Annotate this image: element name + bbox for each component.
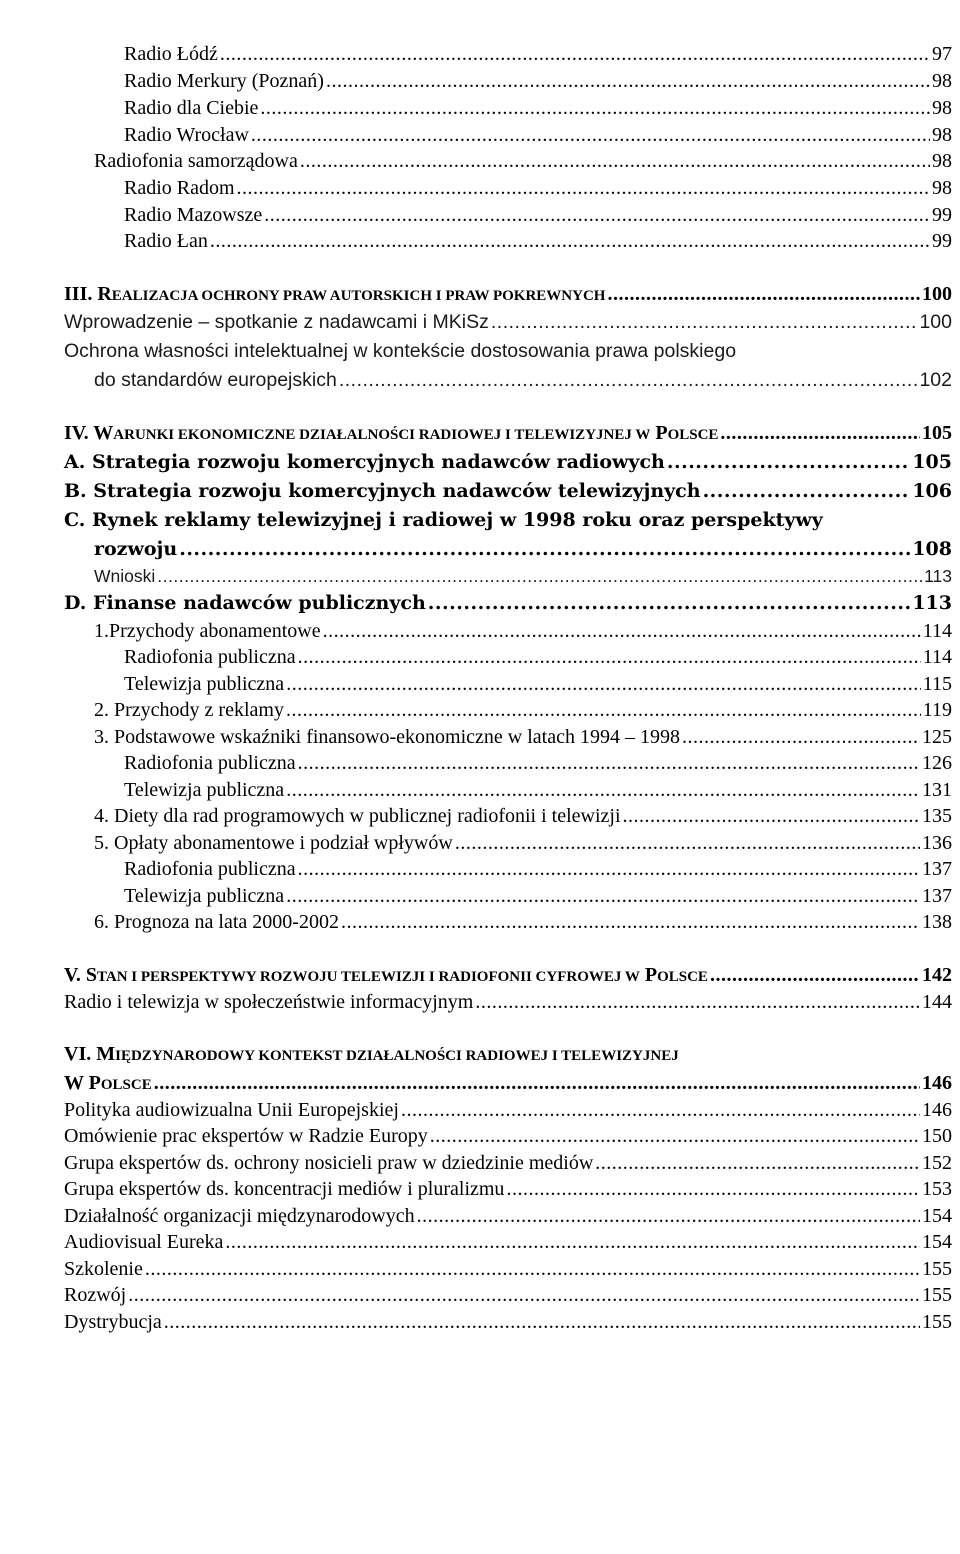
toc-entry-title: 6. Prognoza na lata 2000-2002 xyxy=(94,911,339,933)
toc-entry-title: Radiofonia samorządowa xyxy=(94,150,298,172)
toc-page-number: 144 xyxy=(922,991,952,1013)
toc-entry xyxy=(124,858,952,881)
toc-entry-title: Radiofonia publiczna xyxy=(124,858,296,880)
toc-entry xyxy=(64,1231,952,1254)
leader-dots xyxy=(145,1258,920,1281)
toc-chapter-heading xyxy=(64,1072,952,1095)
toc-entry-title: A. Strategia rozwoju komercyjnych nadawców radiowych xyxy=(64,451,665,473)
toc-page-number: 146 xyxy=(922,1072,952,1094)
toc-entry-title: Audiovisual Eureka xyxy=(64,1231,224,1253)
toc-page-number: 137 xyxy=(922,858,952,880)
leader-dots xyxy=(710,964,920,987)
leader-dots xyxy=(179,538,910,560)
toc-page-number: 113 xyxy=(912,592,952,614)
toc-entry-title: Radio Merkury (Poznań) xyxy=(124,70,324,92)
toc-page-number: 113 xyxy=(924,566,952,586)
toc-entry-title-line1: Ochrona własności intelektualnej w kontekście dostosowania prawa polskiego xyxy=(64,340,737,362)
toc-page-number: 155 xyxy=(922,1284,952,1306)
toc-entry-title: Rozwój xyxy=(64,1284,127,1306)
toc-entry xyxy=(64,592,952,614)
leader-dots xyxy=(455,832,920,855)
toc-entry-title: Omówienie prac ekspertów w Radzie Europy xyxy=(64,1125,428,1147)
toc-chapter-title-line1: VI. MIĘDZYNARODOWY KONTEKST DZIAŁALNOŚCI RADIOWEJ I TELEWIZYJNEJ xyxy=(64,1043,679,1065)
toc-page-number: 136 xyxy=(922,832,952,854)
toc-page-number: 98 xyxy=(932,150,952,172)
toc-entry-title: Radio Łan xyxy=(124,230,208,252)
toc-page-number: 138 xyxy=(922,911,952,933)
toc-chapter-heading xyxy=(64,964,952,987)
leader-dots xyxy=(339,369,918,392)
toc-entry-title: Grupa ekspertów ds. ochrony nosicieli praw w dziedzinie mediów xyxy=(64,1152,594,1174)
toc-entry-title: Działalność organizacji międzynarodowych xyxy=(64,1205,415,1227)
toc-entry-title: Telewizja publiczna xyxy=(124,779,285,801)
toc-page-number: 126 xyxy=(922,752,952,774)
toc-page-number: 119 xyxy=(922,699,952,721)
toc-page-number: 106 xyxy=(912,480,952,502)
toc-entry xyxy=(94,699,952,722)
toc-entry xyxy=(94,150,952,173)
toc-chapter-title: V. STAN I PERSPEKTYWY ROZWOJU TELEWIZJI I RADIOFONII CYFROWEJ W POLSCE xyxy=(64,964,708,986)
leader-dots xyxy=(128,1284,920,1307)
leader-dots xyxy=(164,1311,920,1334)
toc-page-number: 108 xyxy=(912,538,952,560)
toc-chapter-heading xyxy=(64,422,952,445)
toc-entry xyxy=(94,911,952,934)
toc-entry xyxy=(94,620,952,643)
leader-dots xyxy=(251,124,930,147)
toc-page-number: 152 xyxy=(922,1152,952,1174)
toc-page-number: 131 xyxy=(922,779,952,801)
toc-entry xyxy=(64,1125,952,1148)
leader-dots xyxy=(237,177,930,200)
toc-entry-title: Radio dla Ciebie xyxy=(124,97,259,119)
toc-page-number: 153 xyxy=(922,1178,952,1200)
toc-entry xyxy=(64,1258,952,1281)
leader-dots xyxy=(300,150,930,173)
leader-dots xyxy=(260,97,930,120)
toc-entry-title: 4. Diety dla rad programowych w publicznej radiofonii i telewizji xyxy=(94,805,621,827)
leader-dots xyxy=(323,620,921,643)
leader-dots xyxy=(430,1125,920,1148)
toc-entry xyxy=(124,673,952,696)
toc-entry xyxy=(124,230,952,253)
toc-chapter-title: W POLSCE xyxy=(64,1072,152,1094)
leader-dots xyxy=(491,311,918,334)
toc-entry-title: Radio Radom xyxy=(124,177,235,199)
toc-entry-title: Szkolenie xyxy=(64,1258,143,1280)
toc-entry-title: rozwoju xyxy=(94,538,178,560)
toc-entry xyxy=(64,311,952,334)
leader-dots xyxy=(428,592,911,614)
toc-entry xyxy=(64,1205,952,1228)
toc-entry xyxy=(64,480,952,502)
toc-entry-title: do standardów europejskich xyxy=(94,369,337,391)
toc-entry xyxy=(94,832,952,855)
toc-entry xyxy=(124,70,952,93)
toc-entry-title: 3. Podstawowe wskaźniki finansowo-ekonomiczne w latach 1994 – 1998 xyxy=(94,726,680,748)
toc-page-number: 150 xyxy=(922,1125,952,1147)
toc-entry xyxy=(64,1178,952,1201)
toc-entry-title: Telewizja publiczna xyxy=(124,673,285,695)
toc-page-number: 98 xyxy=(932,97,952,119)
toc-entry-title: 5. Opłaty abonamentowe i podział wpływów xyxy=(94,832,453,854)
toc-entry-title: Radio i telewizja w społeczeństwie informacyjnym xyxy=(64,991,474,1013)
toc-page-number: 105 xyxy=(922,422,952,444)
toc-page-number: 154 xyxy=(922,1231,952,1253)
leader-dots xyxy=(667,451,910,473)
leader-dots xyxy=(298,858,920,881)
toc-chapter-heading xyxy=(64,283,952,306)
toc-page-number: 154 xyxy=(922,1205,952,1227)
toc-page-number: 114 xyxy=(922,646,952,668)
toc-page-number: 99 xyxy=(932,204,952,226)
toc-entry-title: Radio Łódź xyxy=(124,43,218,65)
leader-dots xyxy=(286,885,920,908)
toc-chapter-title: III. REALIZACJA OCHRONY PRAW AUTORSKICH I PRAW POKREWNYCH xyxy=(64,283,606,305)
toc-page-number: 114 xyxy=(922,620,952,642)
toc-entry-title: D. Finanse nadawców publicznych xyxy=(64,592,426,614)
toc-page-number: 102 xyxy=(919,369,952,391)
toc-entry-title: Wprowadzenie – spotkanie z nadawcami i MKiSz xyxy=(64,311,489,333)
toc-page-number: 146 xyxy=(922,1099,952,1121)
toc-entry-title: Grupa ekspertów ds. koncentracji mediów i pluralizmu xyxy=(64,1178,505,1200)
toc-entry xyxy=(64,1284,952,1307)
toc-entry xyxy=(124,43,952,66)
leader-dots xyxy=(506,1178,920,1201)
toc-entry xyxy=(124,752,952,775)
toc-entry-title: Radio Wrocław xyxy=(124,124,249,146)
toc-entry-title: Radio Mazowsze xyxy=(124,204,263,226)
leader-dots xyxy=(720,422,920,445)
toc-entry xyxy=(94,538,952,560)
toc-entry-title: Telewizja publiczna xyxy=(124,885,285,907)
leader-dots xyxy=(401,1099,920,1122)
toc-entry-title: Radiofonia publiczna xyxy=(124,752,296,774)
toc-entry-title: Wnioski xyxy=(94,566,156,586)
toc-page-number: 97 xyxy=(932,43,952,65)
toc-page-number: 98 xyxy=(932,124,952,146)
toc-entry-title: 2. Przychody z reklamy xyxy=(94,699,284,721)
leader-dots xyxy=(264,204,930,227)
toc-entry xyxy=(94,369,952,392)
leader-dots xyxy=(341,911,920,934)
toc-entry xyxy=(124,124,952,147)
toc-page-number: 142 xyxy=(922,964,952,986)
leader-dots xyxy=(623,805,920,828)
toc-page-number: 125 xyxy=(922,726,952,748)
toc-entry xyxy=(64,1152,952,1175)
toc-entry-title: Dystrybucja xyxy=(64,1311,162,1333)
toc-entry xyxy=(124,646,952,669)
toc-entry-title: Radiofonia publiczna xyxy=(124,646,296,668)
toc-page-number: 155 xyxy=(922,1311,952,1333)
toc-page-number: 155 xyxy=(922,1258,952,1280)
toc-entry xyxy=(94,566,952,587)
leader-dots xyxy=(210,230,930,253)
toc-page-number: 105 xyxy=(912,451,952,473)
leader-dots xyxy=(607,283,920,306)
toc-entry xyxy=(64,1099,952,1122)
toc-entry-title: 1.Przychody abonamentowe xyxy=(94,620,321,642)
leader-dots xyxy=(286,779,920,802)
toc-page-number: 115 xyxy=(922,673,952,695)
toc-page-number: 100 xyxy=(922,283,952,305)
toc-chapter-title: IV. WARUNKI EKONOMICZNE DZIAŁALNOŚCI RADIOWEJ I TELEWIZYJNEJ W POLSCE xyxy=(64,422,719,444)
toc-entry xyxy=(94,805,952,828)
leader-dots xyxy=(703,480,911,502)
toc-page-number: 99 xyxy=(932,230,952,252)
toc-page-number: 135 xyxy=(922,805,952,827)
toc-entry xyxy=(124,779,952,802)
toc-entry xyxy=(124,204,952,227)
leader-dots xyxy=(286,699,921,722)
toc-entry xyxy=(124,885,952,908)
toc-page-number: 137 xyxy=(922,885,952,907)
leader-dots xyxy=(326,70,930,93)
leader-dots xyxy=(286,673,921,696)
leader-dots xyxy=(298,646,921,669)
toc-entry xyxy=(124,177,952,200)
leader-dots xyxy=(220,43,930,66)
toc-entry-title: B. Strategia rozwoju komercyjnych nadawców telewizyjnych xyxy=(64,480,701,502)
leader-dots xyxy=(225,1231,920,1254)
leader-dots xyxy=(682,726,920,749)
toc-page-number: 98 xyxy=(932,177,952,199)
toc-entry-title: Polityka audiowizualna Unii Europejskiej xyxy=(64,1099,399,1121)
toc-entry xyxy=(94,726,952,749)
leader-dots xyxy=(475,991,920,1014)
leader-dots xyxy=(417,1205,920,1228)
leader-dots xyxy=(157,566,922,587)
toc-page-number: 100 xyxy=(919,311,952,333)
leader-dots xyxy=(595,1152,920,1175)
toc-entry xyxy=(64,1311,952,1334)
leader-dots xyxy=(154,1072,920,1095)
toc-entry xyxy=(64,451,952,473)
leader-dots xyxy=(298,752,920,775)
toc-page-number: 98 xyxy=(932,70,952,92)
toc-entry xyxy=(124,97,952,120)
toc-entry-title-line1: C. Rynek reklamy telewizyjnej i radiowej w 1998 roku oraz perspektywy xyxy=(64,509,823,531)
toc-entry xyxy=(64,991,952,1014)
